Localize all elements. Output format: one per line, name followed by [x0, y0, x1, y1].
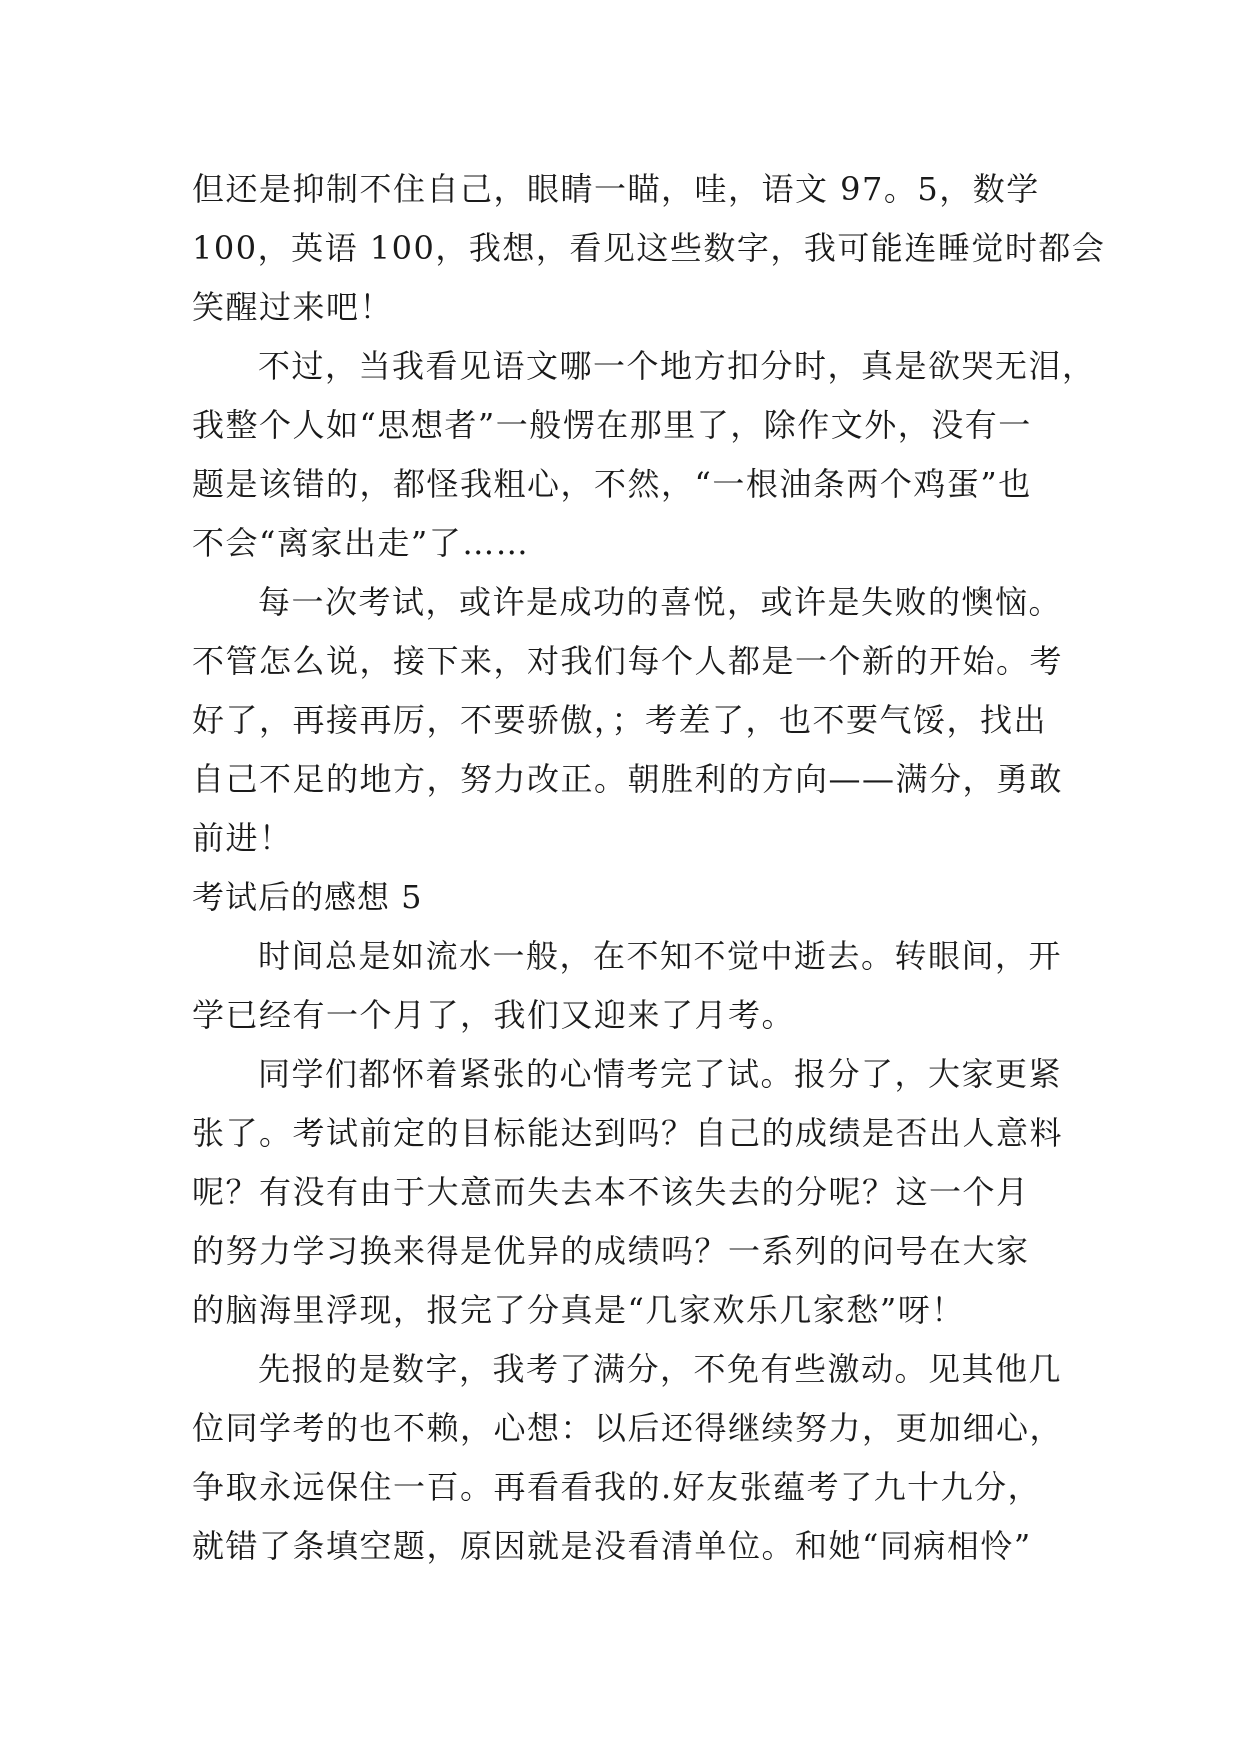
text-line: 好了，再接再厉，不要骄傲，；考差了，也不要气馁，找出 — [192, 701, 1048, 739]
text-line: 笑醒过来吧！ — [192, 288, 394, 326]
text-line: 每一次考试，或许是成功的喜悦，或许是失败的懊恼。 — [258, 583, 1063, 621]
text-line: 就错了条填空题，原因就是没看清单位。和她“同病相怜” — [192, 1527, 1032, 1565]
text-line: 的努力学习换来得是优异的成绩吗？一系列的问号在大家 — [192, 1232, 1030, 1270]
text-line: 先报的是数字，我考了满分，不免有些激动。见其他几 — [258, 1350, 1063, 1388]
text-line: 时间总是如流水一般，在不知不觉中逝去。转眼间，开 — [258, 937, 1063, 975]
text-line: 不会“离家出走”了…… — [192, 524, 530, 562]
text-line: 争取永远保住一百。再看看我的.好友张蕴考了九十九分， — [192, 1468, 1042, 1506]
text-line: 前进！ — [192, 819, 293, 857]
text-line: 我整个人如“思想者”一般愣在那里了，除作文外，没有一 — [192, 406, 1032, 444]
text-line: 不过，当我看见语文哪一个地方扣分时，真是欲哭无泪， — [258, 347, 1096, 385]
text-line: 位同学考的也不赖，心想：以后还得继续努力，更加细心， — [192, 1409, 1064, 1447]
section-heading: 考试后的感想 5 — [192, 878, 423, 916]
text-line: 100，英语 100，我想，看见这些数字，我可能连睡觉时都会 — [192, 229, 1106, 267]
text-line: 同学们都怀着紧张的心情考完了试。报分了，大家更紧 — [258, 1055, 1063, 1093]
text-line: 但还是抑制不住自己，眼睛一瞄，哇，语文 97。5，数学 — [192, 170, 1040, 208]
text-line: 张了。考试前定的目标能达到吗？自己的成绩是否出人意料 — [192, 1114, 1064, 1152]
text-line: 的脑海里浮现，报完了分真是“几家欢乐几家愁”呀！ — [192, 1291, 965, 1329]
text-line: 呢？有没有由于大意而失去本不该失去的分呢？这一个月 — [192, 1173, 1030, 1211]
text-line: 学已经有一个月了，我们又迎来了月考。 — [192, 996, 796, 1034]
text-line: 题是该错的，都怪我粗心，不然，“一根油条两个鸡蛋”也 — [192, 465, 1032, 503]
text-line: 自己不足的地方，努力改正。朝胜利的方向——满分，勇敢 — [192, 760, 1064, 798]
document-body — [192, 160, 1106, 1576]
text-line: 不管怎么说，接下来，对我们每个人都是一个新的开始。考 — [192, 642, 1064, 680]
